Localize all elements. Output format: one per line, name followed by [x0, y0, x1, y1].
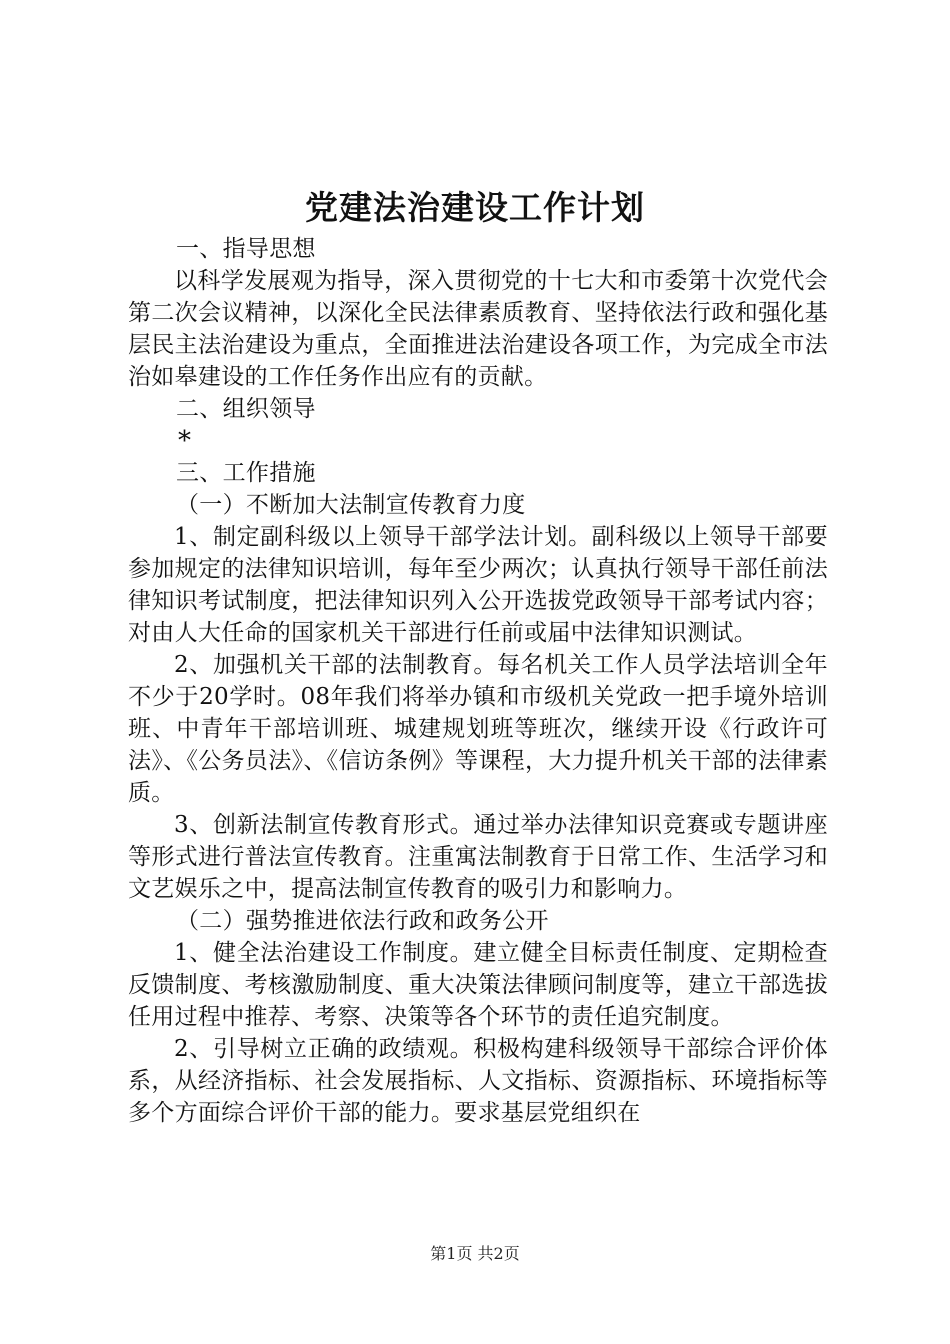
document-title: 党建法治建设工作计划: [305, 188, 645, 227]
page-footer: 第1页 共2页: [430, 1244, 520, 1263]
paragraph-item-2: 2、加强机关干部的法制教育。每名机关工作人员学法培训全年不少于20学时。08年我们将举办镇和市级机关党政一把手境外培训班、中青年干部培训班、城建规划班等班次，继续开设《行政许可法》、《公务员法》、《信访条例》等课程，大力提升机关干部的法律素质。: [128, 652, 828, 806]
subsection-heading-legal-education: （一）不断加大法制宣传教育力度: [176, 492, 526, 518]
paragraph-item-3: 3、创新法制宣传教育形式。通过举办法律知识竞赛或专题讲座等形式进行普法宣传教育。注重寓法制教育于日常工作、生活学习和文艺娱乐之中，提高法制宣传教育的吸引力和影响力。: [128, 812, 828, 902]
section-heading-measures: 三、工作措施: [176, 460, 316, 486]
section-heading-organization: 二、组织领导: [176, 396, 316, 422]
subsection-heading-administration: （二）强势推进依法行政和政务公开: [176, 908, 549, 934]
asterisk-placeholder: *: [178, 426, 192, 456]
document-body: [128, 233, 828, 1129]
section-heading-guiding-ideology: 一、指导思想: [176, 236, 316, 262]
paragraph-item-4: 1、健全法治建设工作制度。建立健全目标责任制度、定期检查反馈制度、考核激励制度、重大决策法律顾问制度等，建立干部选拔任用过程中推荐、考察、决策等各个环节的责任追究制度。: [128, 940, 828, 1030]
paragraph-item-1: 1、制定副科级以上领导干部学法计划。副科级以上领导干部要参加规定的法律知识培训，每年至少两次；认真执行领导干部任前法律知识考试制度，把法律知识列入公开选拔党政领导干部考试内容；对由人大任命的国家机关干部进行任前或届中法律知识测试。: [128, 524, 828, 646]
paragraph-guiding-ideology: 以科学发展观为指导，深入贯彻党的十七大和市委第十次党代会第二次会议精神，以深化全民法律素质教育、坚持依法行政和强化基层民主法治建设为重点，全面推进法治建设各项工作，为完成全市法治如皋建设的工作任务作出应有的贡献。: [128, 268, 828, 390]
paragraph-item-5: 2、引导树立正确的政绩观。积极构建科级领导干部综合评价体系，从经济指标、社会发展指标、人文指标、资源指标、环境指标等多个方面综合评价干部的能力。要求基层党组织在: [128, 1036, 828, 1126]
